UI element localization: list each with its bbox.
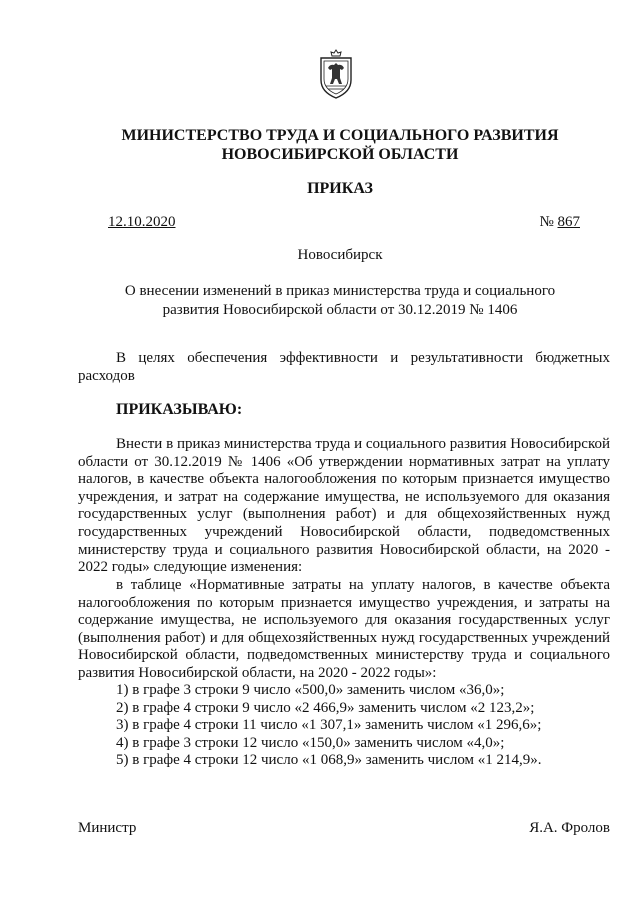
amendment-item: 2) в графе 4 строки 9 число «2 466,9» заменить числом «2 123,2»; [116,699,535,716]
order-date: 12.10.2020 [108,214,176,230]
amendment-item: 1) в графе 3 строки 9 число «500,0» заменить числом «36,0»; [116,682,505,698]
ministry-line-1: МИНИСТЕРСТВО ТРУДА И СОЦИАЛЬНОГО РАЗВИТИЯ [121,127,559,144]
order-title: ПРИКАЗ [307,180,373,197]
city-name: Новосибирск [297,247,383,263]
amendment-item: 3) в графе 4 строки 11 число «1 307,1» заменить числом «1 296,6»; [116,717,542,734]
order-word: ПРИКАЗЫВАЮ: [116,401,243,418]
signatory-title: Министр [78,820,137,836]
order-number [539,214,580,231]
ministry-name [60,126,620,164]
amendment-item: 5) в графе 4 строки 12 число «1 068,9» заменить числом «1 214,9». [116,752,542,769]
amendment-item: 4) в графе 3 строки 12 число «150,0» заменить числом «4,0»; [116,734,505,751]
main-paragraph: Внести в приказ министерства труда и социального развития Новосибирской области от 30.12.2019 № 1406 «Об утверждении нормативных затрат на уплату налогов, в качестве объекта налогообложения по которым признается имущество учреждения, и затрат на содержание имущества, не используемого для оказания государственных услуг (выполнения работ) и для общехозяйственных нужд государственных учреждений Новосибирской области, подведомственных министерству труда и социального развития Новосибирской области, на 2020 - 2022 годы» следующие изменения: [78,436,610,576]
signatory-name: Я.А. Фролов [529,820,610,836]
order-subject: О внесении изменений в приказ министерства труда и социального развития Новосибирской области от 30.12.2019 № 1406 [124,283,556,318]
coat-of-arms-icon [316,48,356,100]
amendment-list [116,682,542,770]
order-number-prefix: № [539,214,558,230]
ministry-line-2: НОВОСИБИРСКОЙ ОБЛАСТИ [221,146,459,163]
order-number-value: 867 [557,214,580,230]
preamble-paragraph: В целях обеспечения эффективности и результативности бюджетных расходов [78,350,610,384]
table-paragraph: в таблице «Нормативные затраты на уплату налогов, в качестве объекта налогообложения по которым признается имущество учреждения, и затраты на содержание имущества, не используемого для оказания государственных услуг (выполнения работ) и для общехозяйственных нужд государственных учреждений Новосибирской области, подведомственных министерству труда и социального развития Новосибирской области, на 2020 - 2022 годы»: [78,577,610,681]
